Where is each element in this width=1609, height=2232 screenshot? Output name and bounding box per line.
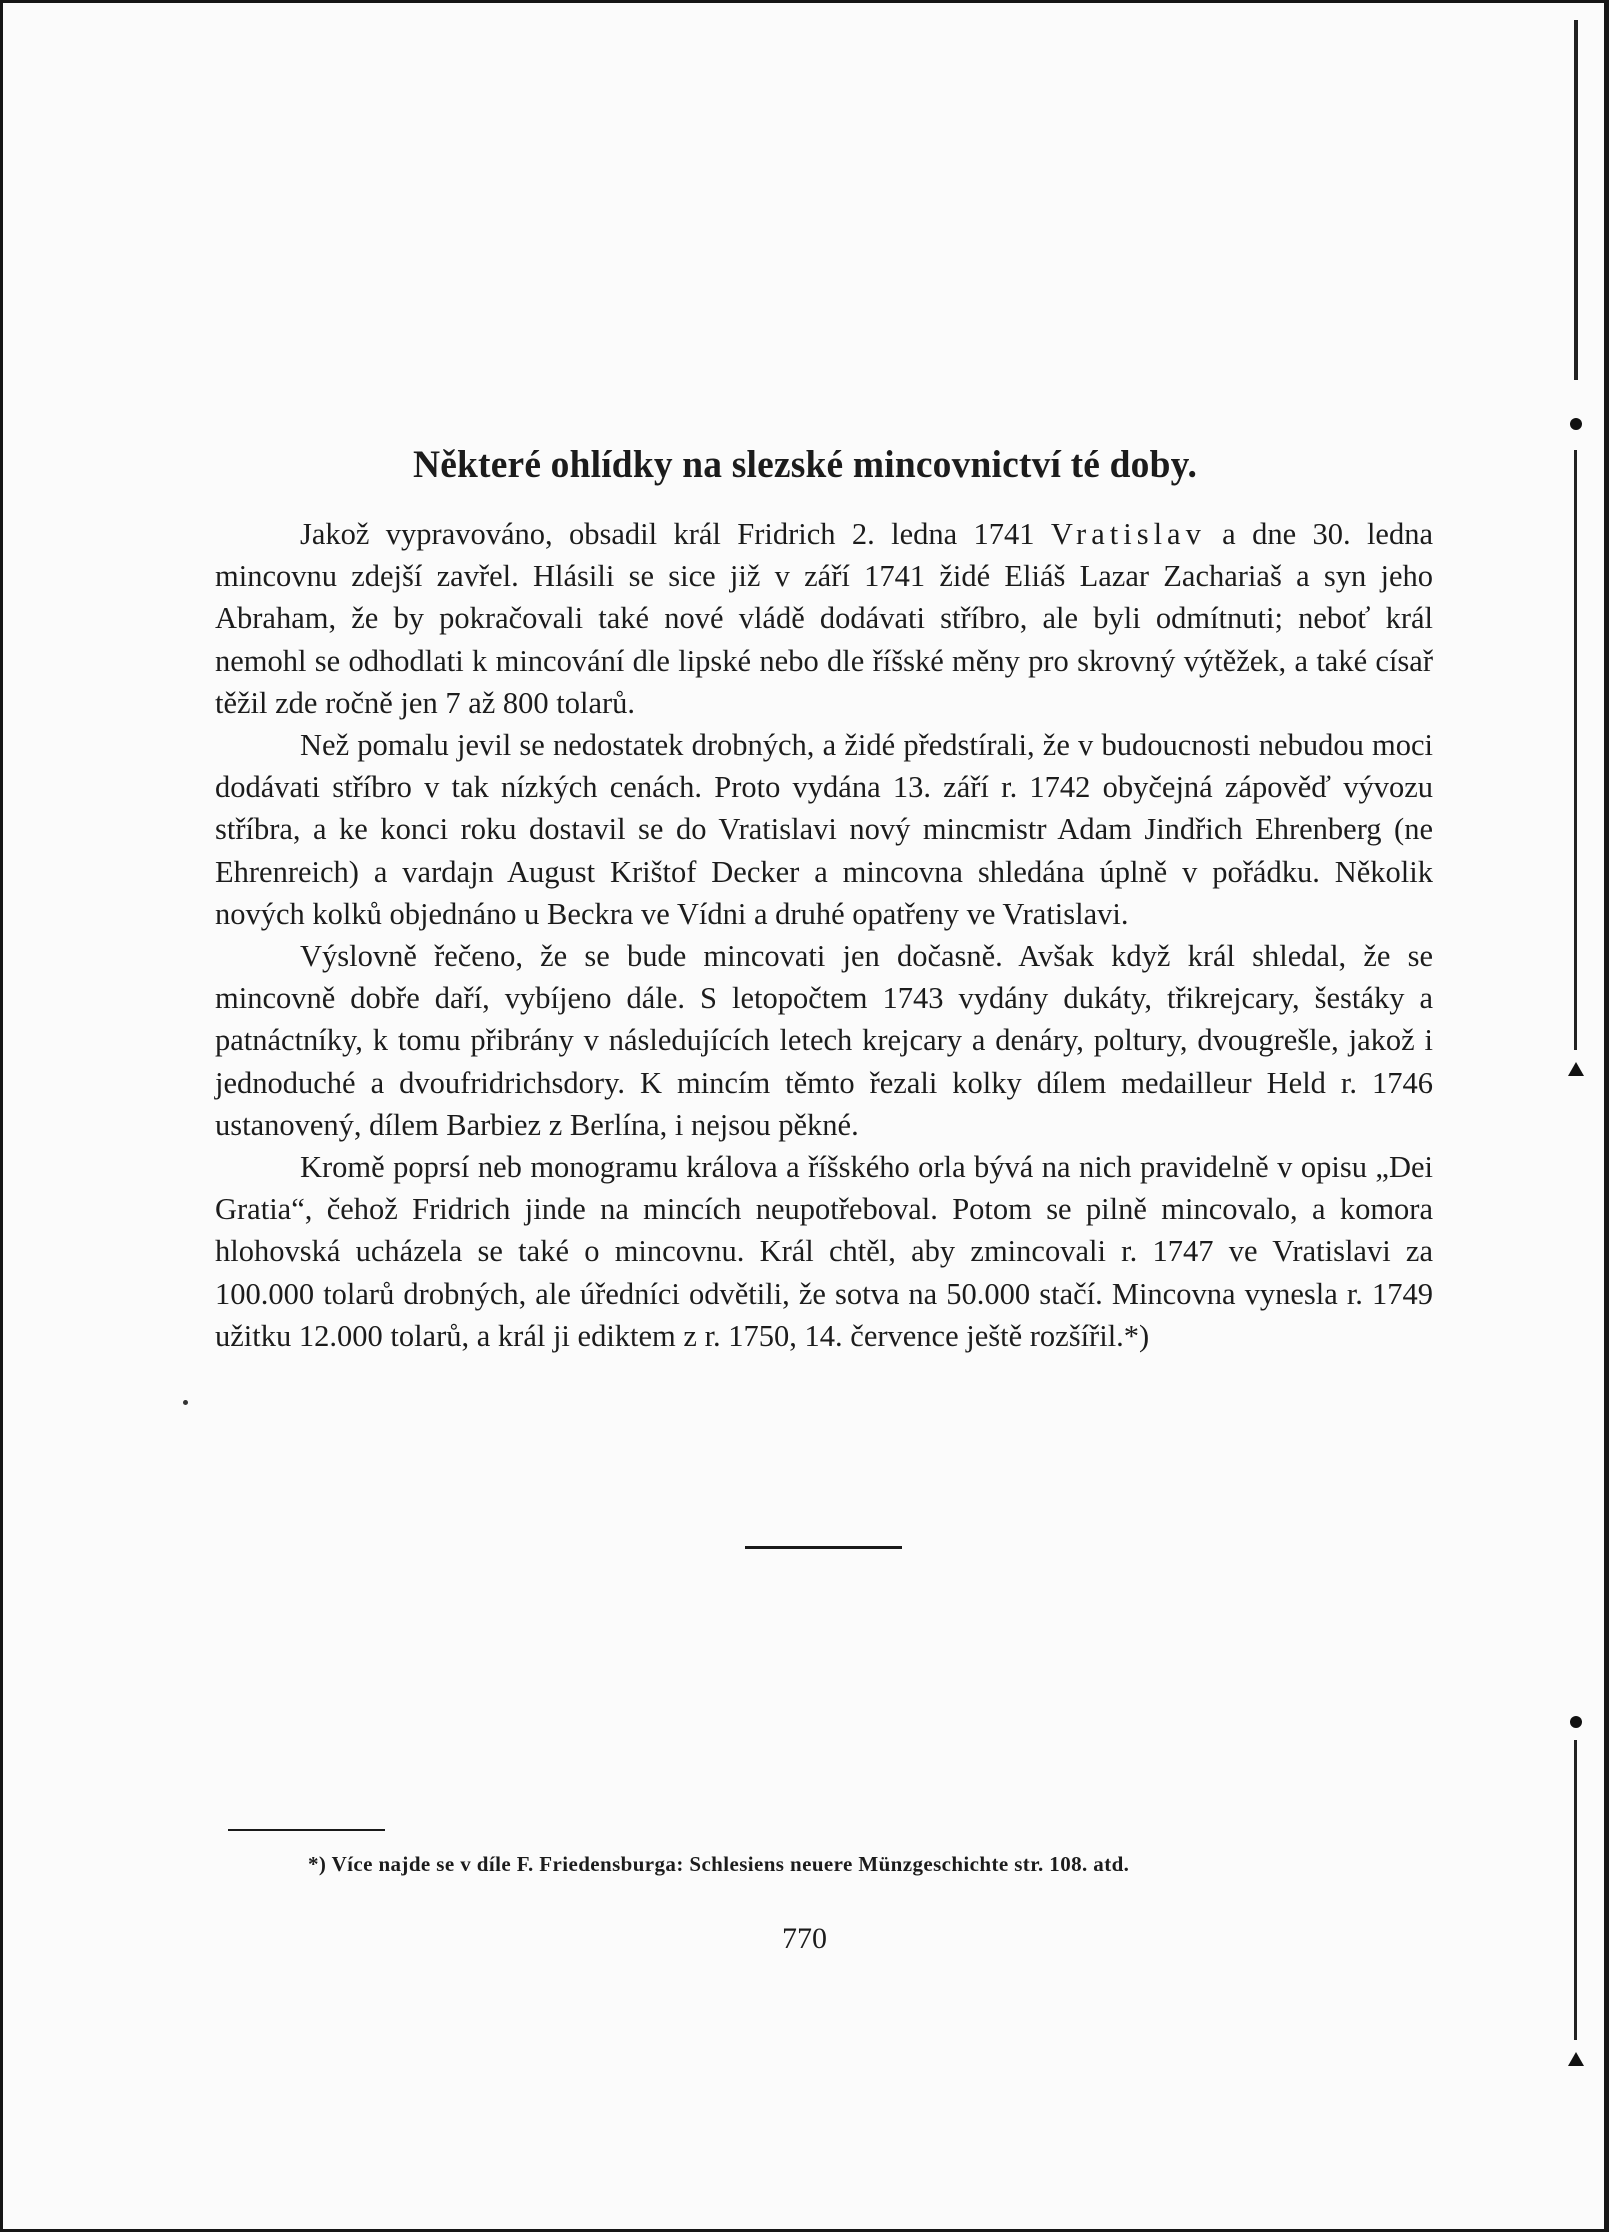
margin-line-top xyxy=(1574,20,1578,380)
stray-mark xyxy=(183,1400,188,1405)
page-title: Některé ohlídky na slezské mincovnictví té doby. xyxy=(412,443,1198,486)
margin-triangle-lower xyxy=(1568,2052,1584,2066)
margin-triangle xyxy=(1568,1062,1584,1076)
paragraph-3: Výslovně řečeno, že se bude mincovati jen dočasně. Avšak když král shledal, že se mincovně dobře daří, vybíjeno dále. S letopočtem 1743 vydány dukáty, třikrejcary, šestáky a patnáctníky, k tomu přibrány v následujících letech krejcary a denáry, poltury, dvougrešle, jakož i jednoduché a dvoufridrichsdory. K mincím těmto řezali kolky dílem medailleur Held r. 1746 ustanovený, dílem Barbiez z Berlína, i nejsou pěkné. xyxy=(215,939,1433,1142)
body-text xyxy=(215,513,1433,1357)
section-divider xyxy=(745,1546,902,1549)
footnote-divider xyxy=(228,1829,385,1831)
paragraph-1 xyxy=(215,513,1433,724)
paragraph-2: Než pomalu jevil se nedostatek drobných, a židé předstírali, že v budoucnosti nebudou moci dodávati stříbro v tak nízkých cenách. Proto vydána 13. září r. 1742 obyčejná zápověď vývozu stříbra, a ke konci roku dostavil se do Vratislavi nový mincmistr Adam Jindřich Ehrenberg (ne Ehrenreich) a vardajn August Krištof Decker a mincovna shledána úplně v pořádku. Několik nových kolků objednáno u Beckra ve Vídni a druhé opatřeny ve Vratislavi. xyxy=(215,728,1433,931)
margin-line-lower xyxy=(1574,1740,1577,2040)
paragraph-1-city: Vratislav xyxy=(1050,517,1206,551)
paragraph-1-before: Jakož vypravováno, obsadil král Fridrich 2. ledna 1741 xyxy=(300,517,1051,551)
margin-dot xyxy=(1570,418,1582,430)
paragraph-4: Kromě poprsí neb monogramu králova a říšského orla bývá na nich pravidelně v opisu „Dei Gratia“, čehož Fridrich jinde na mincích neupotřeboval. Potom se pilně mincovalo, a komora hlohovská ucházela se také o mincovnu. Král chtěl, aby zmincovali r. 1747 ve Vratislavi za 100.000 tolarů drobných, ale úředníci odvětili, že sotva na 50.000 stačí. Mincovna vynesla r. 1749 užitku 12.000 tolarů, a král ji ediktem z r. 1750, 14. července ještě rozšířil.*) xyxy=(215,1150,1433,1353)
margin-dot-lower xyxy=(1570,1716,1582,1728)
margin-line-mid xyxy=(1574,450,1577,1050)
footnote: *) Více najde se v díle F. Friedensburga: Schlesiens neuere Münzgeschichte str. 108. atd. xyxy=(308,1852,1130,1876)
page-number: 770 xyxy=(782,1922,827,1955)
paragraph-1-after: a dne 30. ledna mincovnu zdejší zavřel. Hlásili se sice již v září 1741 židé Eliáš Lazar Zachariaš a syn jeho Abraham, že by pokračovali také nové vládě dodávati stříbro, ale byli odmítnuti; neboť král nemohl se odhodlati k mincování dle lipské nebo dle říšské měny pro skrovný výtěžek, a také císař těžil zde ročně jen 7 až 800 tolarů. xyxy=(215,517,1433,720)
